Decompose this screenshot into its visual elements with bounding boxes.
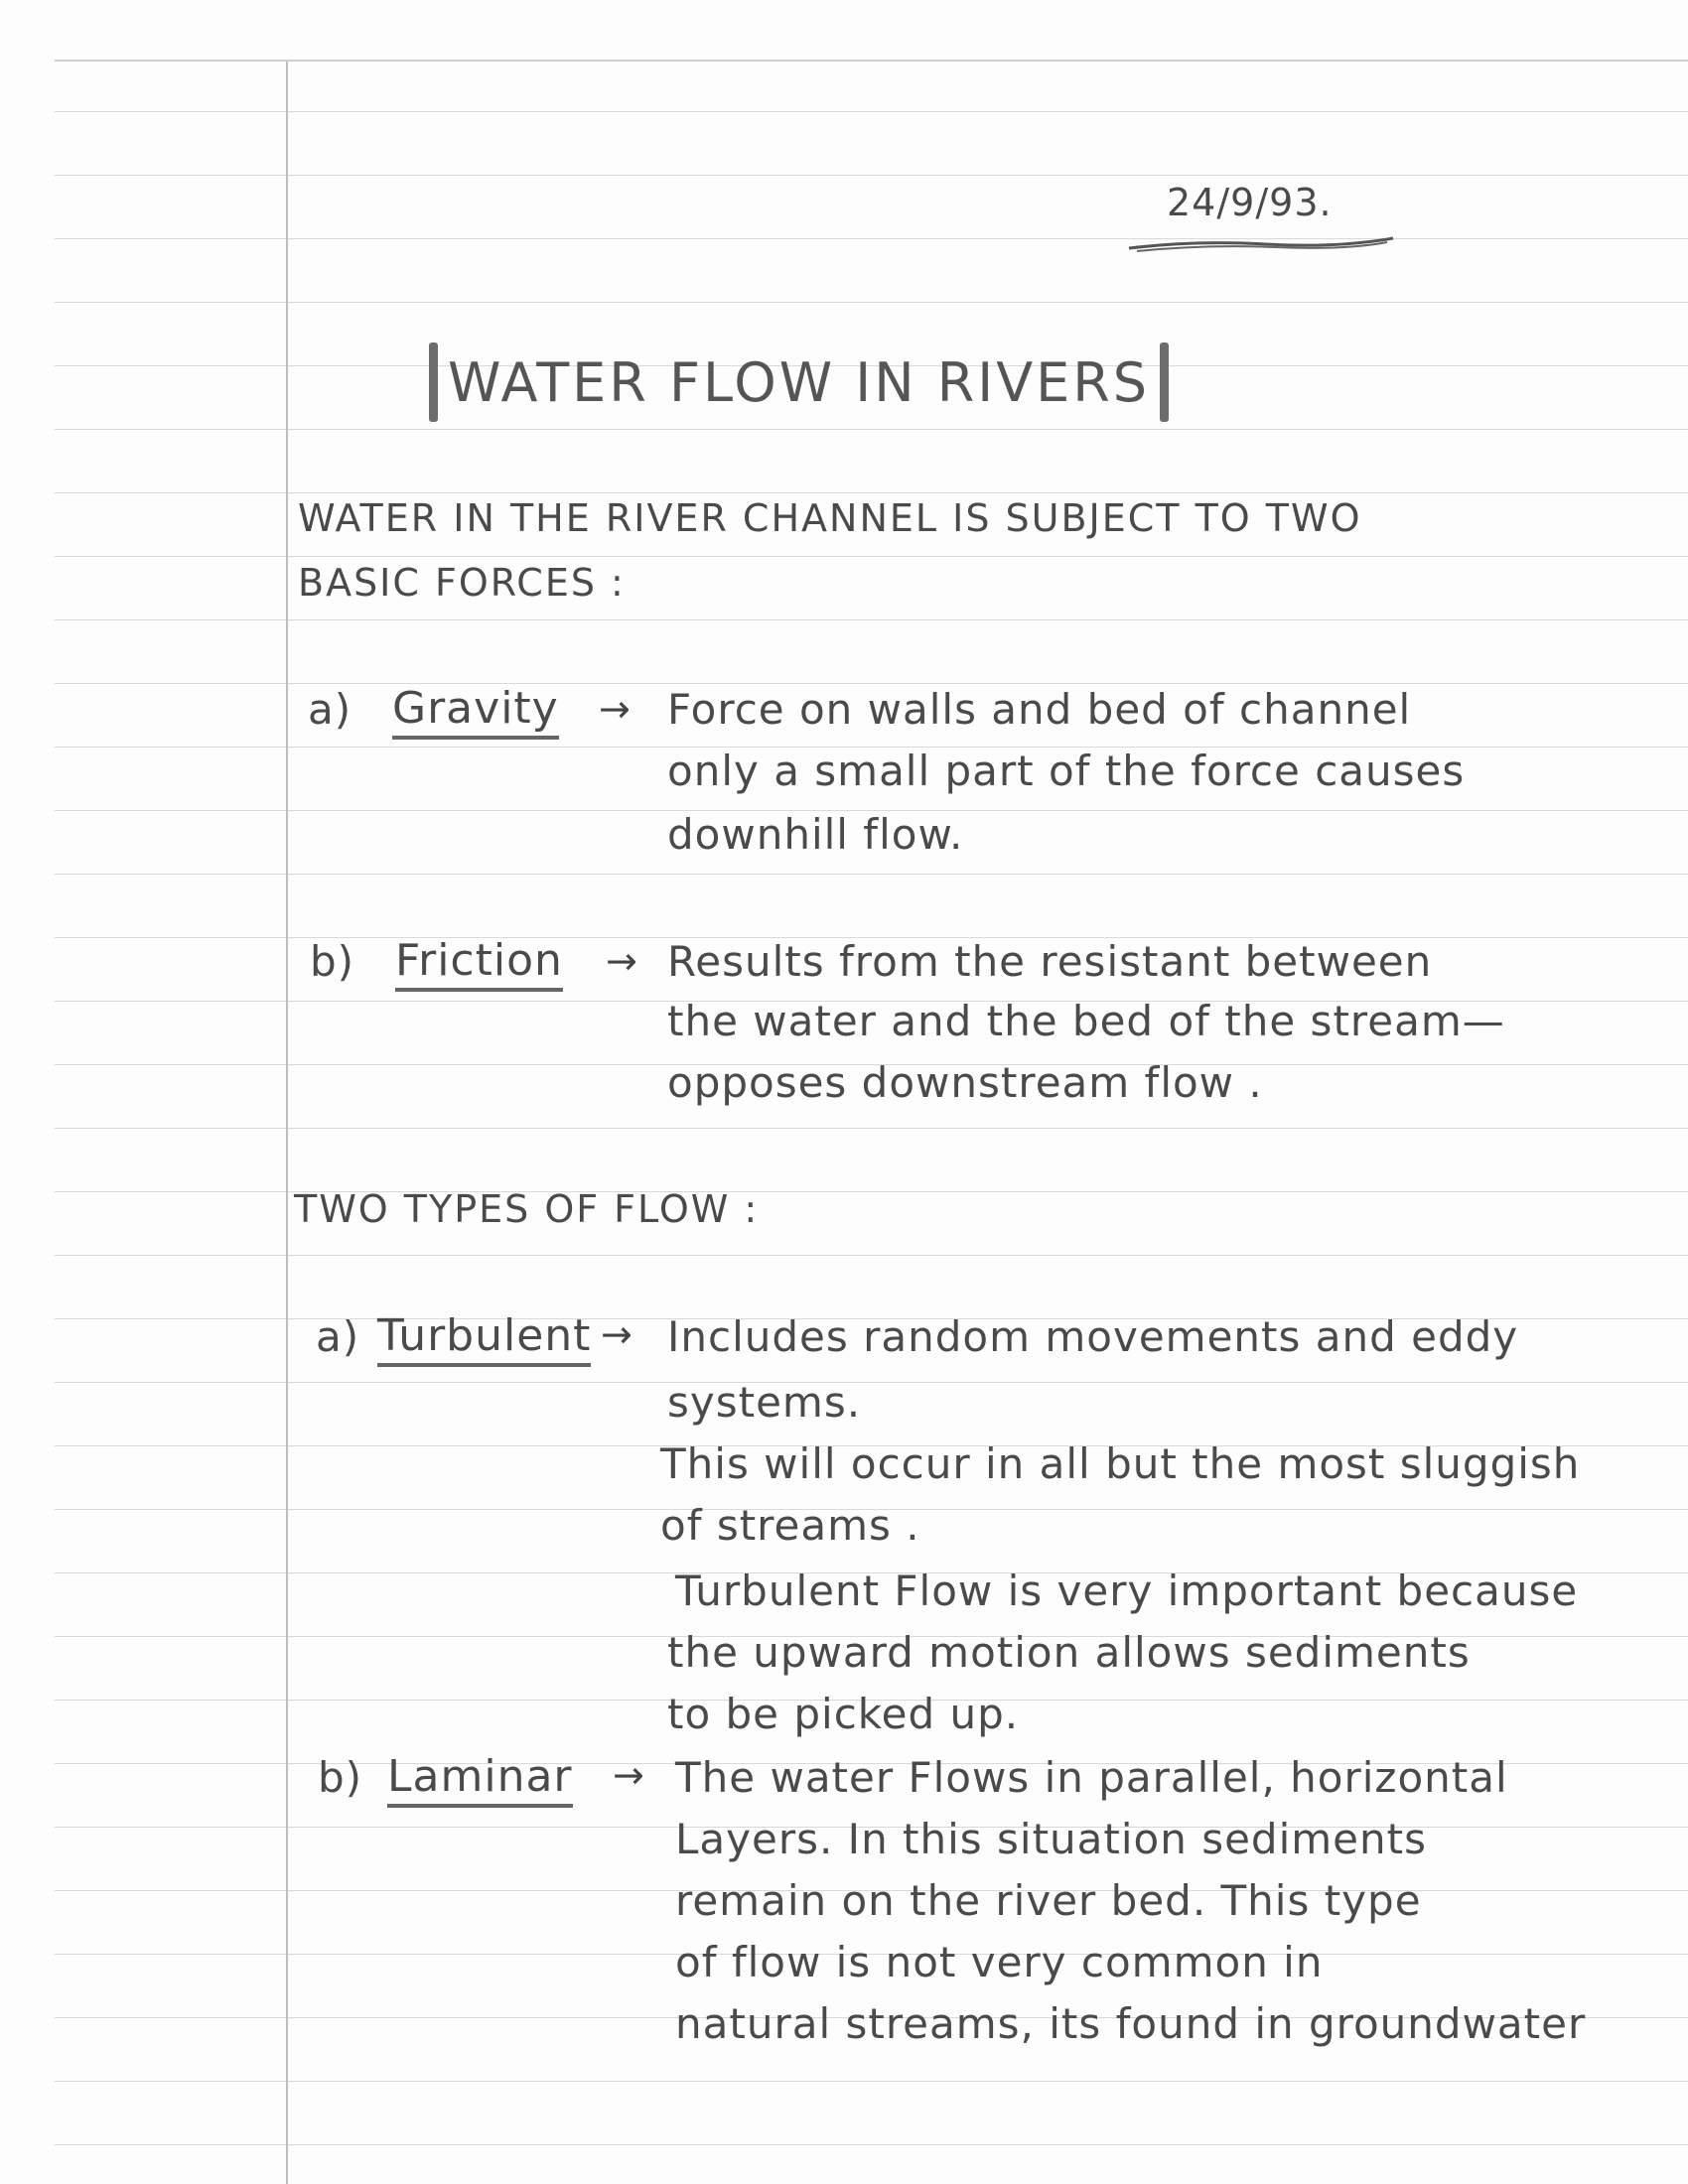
friction-line-3: opposes downstream flow . bbox=[667, 1058, 1263, 1107]
title-block bbox=[429, 342, 1169, 422]
ruled-line bbox=[55, 175, 1688, 176]
turbulent-line-1: Includes random movements and eddy bbox=[667, 1312, 1519, 1361]
turbulent-line-3: This will occur in all but the most sluggish bbox=[660, 1439, 1581, 1488]
page-title: WATER FLOW IN RIVERS bbox=[448, 350, 1151, 414]
ruled-line bbox=[55, 874, 1688, 875]
laminar-line-3: remain on the river bed. This type bbox=[675, 1876, 1422, 1925]
force-prefix: a) bbox=[308, 685, 352, 734]
turbulent-line-2: systems. bbox=[667, 1378, 862, 1427]
date: 24/9/93. bbox=[1167, 181, 1333, 224]
flow-heading: TWO TYPES OF FLOW : bbox=[294, 1187, 760, 1231]
ruled-line bbox=[55, 556, 1688, 557]
turbulent-line-7: to be picked up. bbox=[667, 1690, 1020, 1738]
turbulent-line-5: Turbulent Flow is very important because bbox=[675, 1567, 1579, 1615]
laminar-line-1: The water Flows in parallel, horizontal bbox=[675, 1753, 1508, 1802]
intro-line-1: WATER IN THE RIVER CHANNEL IS SUBJECT TO TWO bbox=[298, 496, 1362, 540]
margin-line bbox=[286, 62, 288, 2184]
arrow-icon: → bbox=[613, 1753, 645, 1797]
turbulent-line-4: of streams . bbox=[660, 1501, 920, 1550]
force-label-gravity: Gravity bbox=[392, 683, 559, 740]
gravity-line-1: Force on walls and bed of channel bbox=[667, 685, 1412, 734]
flow-label-turbulent: Turbulent bbox=[377, 1310, 591, 1367]
ruled-line bbox=[55, 2144, 1688, 2145]
ruled-line bbox=[55, 1255, 1688, 1256]
ruled-line bbox=[55, 1128, 1688, 1129]
gravity-line-2: only a small part of the force causes bbox=[667, 747, 1466, 795]
ruled-line bbox=[55, 111, 1688, 112]
arrow-icon: → bbox=[601, 1312, 633, 1356]
ruled-line bbox=[55, 1382, 1688, 1383]
gravity-line-3: downhill flow. bbox=[667, 810, 964, 859]
ruled-line bbox=[55, 429, 1688, 430]
laminar-line-2: Layers. In this situation sediments bbox=[675, 1815, 1427, 1863]
ruled-line bbox=[55, 302, 1688, 303]
arrow-icon: → bbox=[606, 939, 638, 983]
ruled-line bbox=[55, 619, 1688, 620]
ruled-line bbox=[55, 683, 1688, 684]
turbulent-line-6: the upward motion allows sediments bbox=[667, 1628, 1471, 1677]
friction-line-2: the water and the bed of the stream— bbox=[667, 997, 1505, 1045]
intro-line-2: BASIC FORCES : bbox=[298, 561, 626, 605]
force-prefix: b) bbox=[310, 937, 355, 986]
flow-prefix: a) bbox=[316, 1312, 360, 1361]
date-underline bbox=[1127, 236, 1395, 252]
laminar-line-4: of flow is not very common in bbox=[675, 1938, 1324, 1986]
ruled-line bbox=[55, 492, 1688, 493]
arrow-icon: → bbox=[599, 687, 632, 731]
force-label-friction: Friction bbox=[395, 935, 563, 992]
title-bar-left bbox=[429, 342, 438, 422]
flow-label-laminar: Laminar bbox=[387, 1751, 573, 1808]
laminar-line-5: natural streams, its found in groundwater bbox=[675, 1999, 1587, 2048]
ruled-line bbox=[55, 238, 1688, 239]
title-bar-right bbox=[1160, 342, 1169, 422]
friction-line-1: Results from the resistant between bbox=[667, 937, 1433, 986]
ruled-line bbox=[55, 2081, 1688, 2082]
flow-prefix: b) bbox=[318, 1753, 363, 1802]
